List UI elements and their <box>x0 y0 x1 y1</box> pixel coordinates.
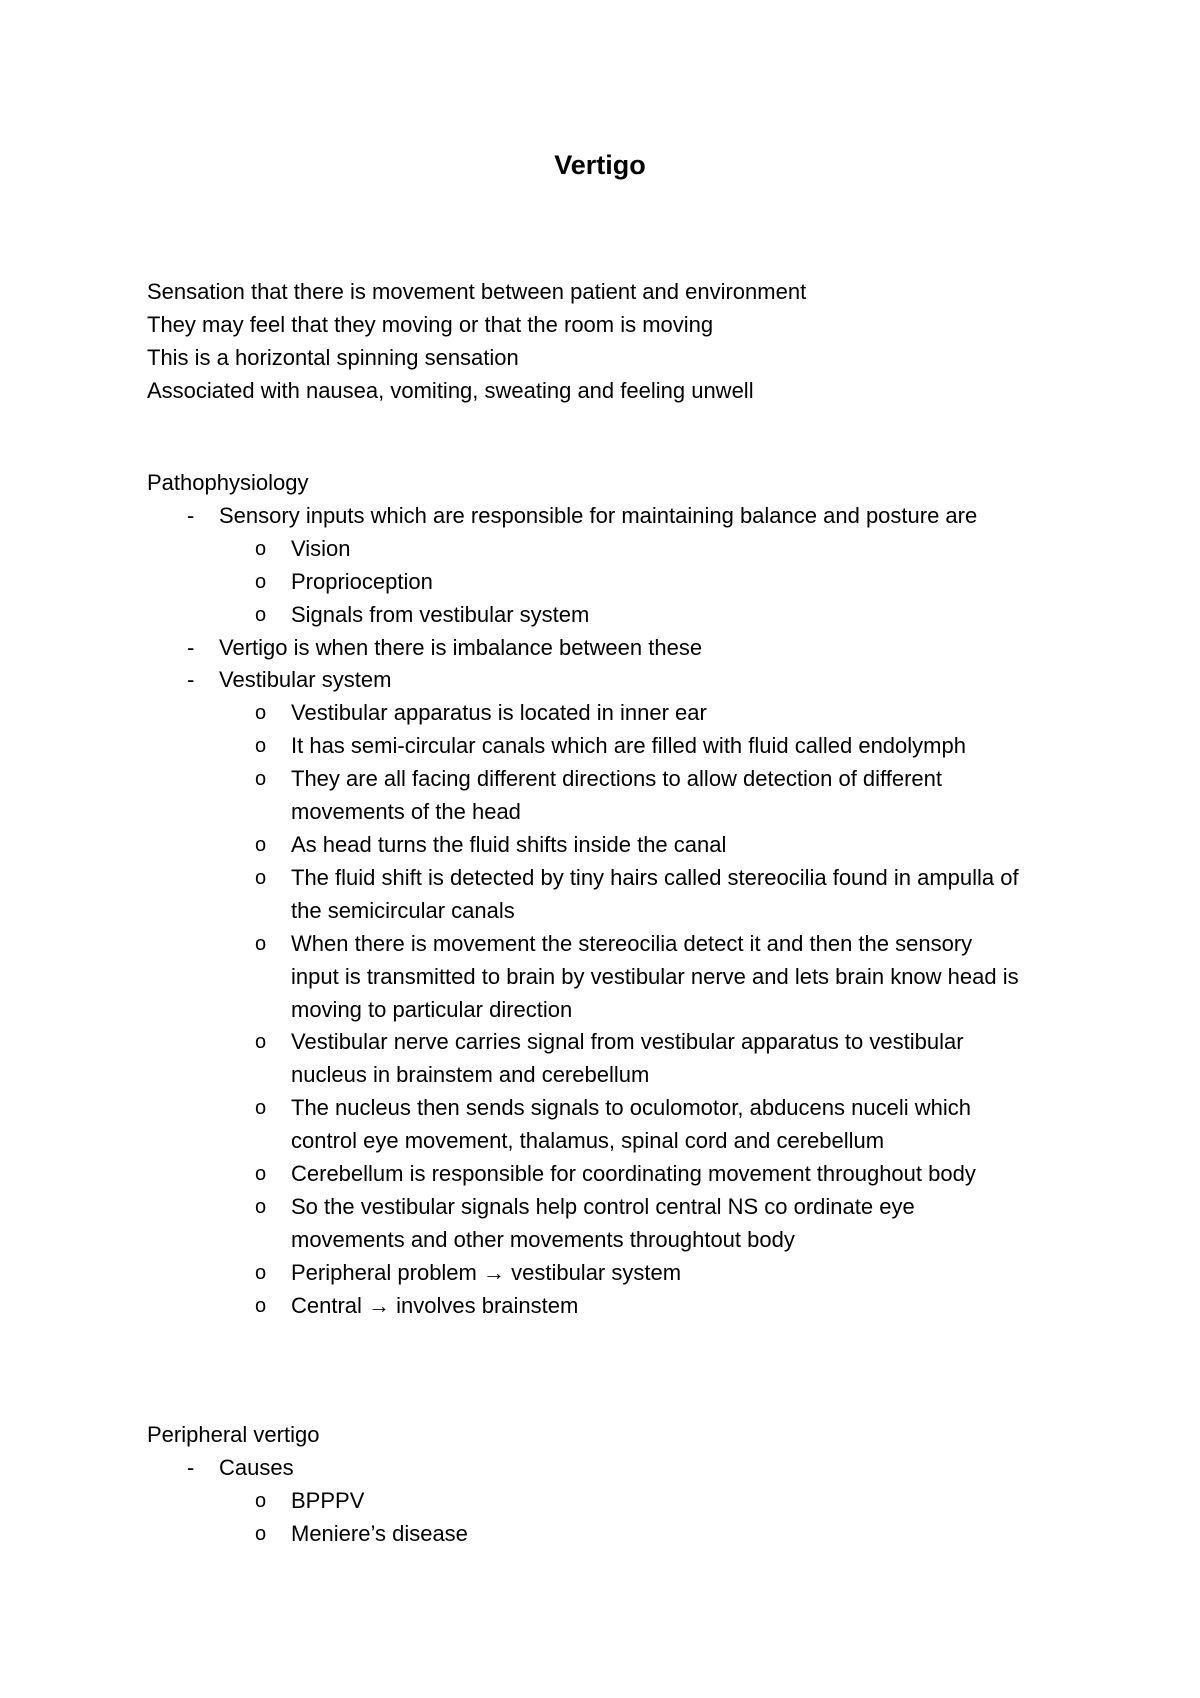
sub-list-item <box>219 533 1021 566</box>
page-title: Vertigo <box>554 150 646 180</box>
dash-bullet: - <box>187 1454 195 1480</box>
sub-list-item <box>219 763 1021 829</box>
sub-list-item <box>219 1092 1021 1158</box>
sub-list <box>219 533 1107 632</box>
sub-list-item-text: Proprioception <box>291 568 433 594</box>
sub-list <box>219 697 1107 1322</box>
sub-list-item <box>219 862 1021 928</box>
circle-bullet: o <box>255 1489 267 1512</box>
circle-bullet: o <box>255 570 267 593</box>
sub-list-item-text: Central → involves brainstem <box>291 1292 579 1318</box>
dash-bullet: - <box>187 502 195 528</box>
dash-bullet: - <box>187 667 195 693</box>
list-item-text: Causes <box>219 1454 294 1480</box>
sub-list-item <box>219 829 1021 862</box>
sub-list-item-text: As head turns the fluid shifts inside the canal <box>291 831 727 857</box>
list-item-text: Sensory inputs which are responsible for maintaining balance and posture are <box>219 502 978 528</box>
circle-bullet: o <box>255 1031 267 1054</box>
list-item <box>147 664 1107 1322</box>
section-heading: Pathophysiology <box>147 470 309 495</box>
sub-list-item-text: So the vestibular signals help control central NS co ordinate eye movements and other movements throughtout body <box>291 1193 915 1252</box>
peripheral-vertigo-section <box>147 1419 1107 1551</box>
sub-list-item <box>219 1485 1021 1518</box>
dash-list <box>147 500 1107 1323</box>
pathophysiology-section <box>147 467 1107 1323</box>
intro-line: This is a horizontal spinning sensation <box>147 344 519 370</box>
sub-list-item-text: Cerebellum is responsible for coordinating movement throughout body <box>291 1161 976 1187</box>
sub-list-item-text: When there is movement the stereocilia detect it and then the sensory input is transmitted to brain by vestibular nerve and lets brain know head is moving to particular direction <box>291 930 1019 1022</box>
circle-bullet: o <box>255 702 267 725</box>
sub-list-item <box>219 730 1021 763</box>
sub-list-item-text: Vestibular nerve carries signal from vestibular apparatus to vestibular nucleus in brainstem and cerebellum <box>291 1029 964 1088</box>
sub-list-item <box>219 1158 1021 1191</box>
circle-bullet: o <box>255 932 267 955</box>
intro-line: They may feel that they moving or that the room is moving <box>147 311 714 337</box>
circle-bullet: o <box>255 1522 267 1545</box>
circle-bullet: o <box>255 833 267 856</box>
circle-bullet: o <box>255 735 267 758</box>
intro-line: Associated with nausea, vomiting, sweating and feeling unwell <box>147 377 754 403</box>
intro-paragraphs <box>147 276 1087 408</box>
sub-list-item <box>219 599 1021 632</box>
list-item <box>147 1452 1107 1551</box>
sub-list-item <box>219 1191 1021 1257</box>
dash-list <box>147 1452 1107 1551</box>
sub-list-item <box>219 566 1021 599</box>
list-item <box>147 500 1107 632</box>
sub-list-item <box>219 697 1021 730</box>
circle-bullet: o <box>255 1195 267 1218</box>
sub-list-item-text: Vestibular apparatus is located in inner ear <box>291 700 707 726</box>
circle-bullet: o <box>255 537 267 560</box>
sub-list-item <box>219 1290 1021 1323</box>
sub-list-item-text: Signals from vestibular system <box>291 601 590 627</box>
sub-list-item <box>219 1026 1021 1092</box>
list-item-text: Vertigo is when there is imbalance between these <box>219 634 703 660</box>
sub-list-item-text: They are all facing different directions to allow detection of different movements of the head <box>291 766 943 825</box>
circle-bullet: o <box>255 603 267 626</box>
sub-list-item-text: The nucleus then sends signals to oculomotor, abducens nuceli which control eye movement, thalamus, spinal cord and cerebellum <box>291 1095 971 1154</box>
sub-list-item-text: The fluid shift is detected by tiny hairs called stereocilia found in ampulla of the semicircular canals <box>291 864 1019 923</box>
section-heading: Peripheral vertigo <box>147 1422 320 1447</box>
dash-bullet: - <box>187 634 195 660</box>
sub-list-item <box>219 928 1021 1027</box>
sub-list-item-text: BPPPV <box>291 1487 365 1513</box>
circle-bullet: o <box>255 1097 267 1120</box>
sub-list <box>219 1485 1107 1551</box>
circle-bullet: o <box>255 1163 267 1186</box>
sub-list-item-text: It has semi-circular canals which are filled with fluid called endolymph <box>291 733 966 759</box>
intro-line: Sensation that there is movement between patient and environment <box>147 279 807 304</box>
circle-bullet: o <box>255 1261 267 1284</box>
sub-list-item-text: Peripheral problem → vestibular system <box>291 1259 682 1285</box>
sub-list-item <box>219 1257 1021 1290</box>
sub-list-item-text: Vision <box>291 535 351 561</box>
sub-list-item-text: Meniere’s disease <box>291 1520 468 1546</box>
list-item-text: Vestibular system <box>219 667 392 693</box>
list-item <box>147 632 1107 665</box>
circle-bullet: o <box>255 866 267 889</box>
circle-bullet: o <box>255 1294 267 1317</box>
circle-bullet: o <box>255 768 267 791</box>
sub-list-item <box>219 1518 1021 1551</box>
